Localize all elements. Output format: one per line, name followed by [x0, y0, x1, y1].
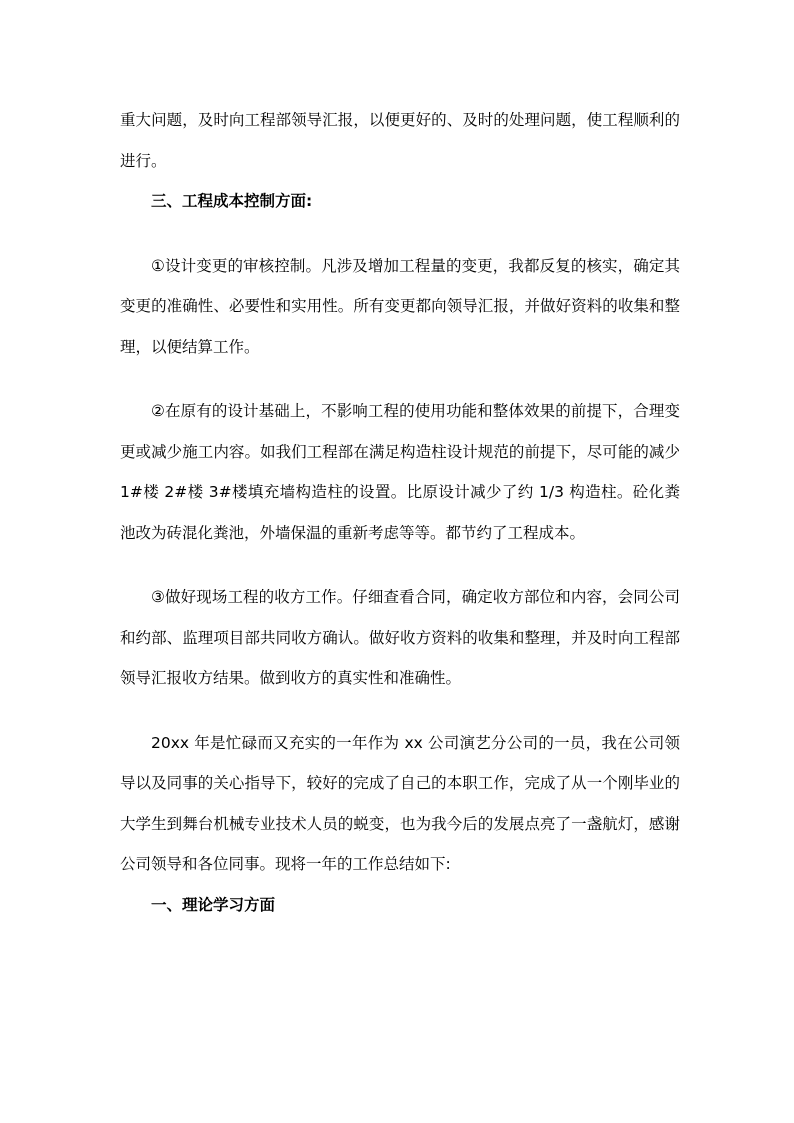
paragraph-year-summary: 20xx 年是忙碌而又充实的一年作为 xx 公司演艺分公司的一员，我在公司领导以及同事的关心指导下，较好的完成了自己的本职工作，完成了从一个刚毕业的大学生到舞台机械专业技术人员的蜕变，也为我今后的发展点亮了一盏航灯，感谢公司领导和各位同事。现将一年的工作总结如下: — [120, 733, 680, 873]
section-heading-theory-study: 一、理论学习方面 — [151, 895, 276, 914]
paragraph-site-measurement: ③做好现场工程的收方工作。仔细查看合同，确定收方部位和内容，会同公司和约部、监理项目部共同收方确认。做好收方资料的收集和整理，并及时向工程部领导汇报收方结果。做到收方的真实性和准确性。 — [120, 588, 680, 687]
paragraph-continuation: 重大问题，及时向工程部领导汇报，以便更好的、及时的处理问题，使工程顺利的进行。 — [120, 111, 680, 170]
document-page — [120, 100, 680, 925]
paragraph-design-change: ①设计变更的审核控制。凡涉及增加工程量的变更，我都反复的核实，确定其变更的准确性、必要性和实用性。所有变更都向领导汇报，并做好资料的收集和整理，以便结算工作。 — [120, 256, 680, 356]
section-heading-cost-control: 三、工程成本控制方面: — [151, 192, 313, 210]
paragraph-reduce-construction: ②在原有的设计基础上，不影响工程的使用功能和整体效果的前提下，合理变更或减少施工内容。如我们工程部在满足构造柱设计规范的前提下，尽可能的减少 1#楼 2#楼 3#楼填充墙构造柱的设置。比原设计减少了约 1/3 构造柱。砼化粪池改为砖混化粪池，外墙保温的重新考虑等等。都节约了工程成本。 — [120, 402, 680, 542]
